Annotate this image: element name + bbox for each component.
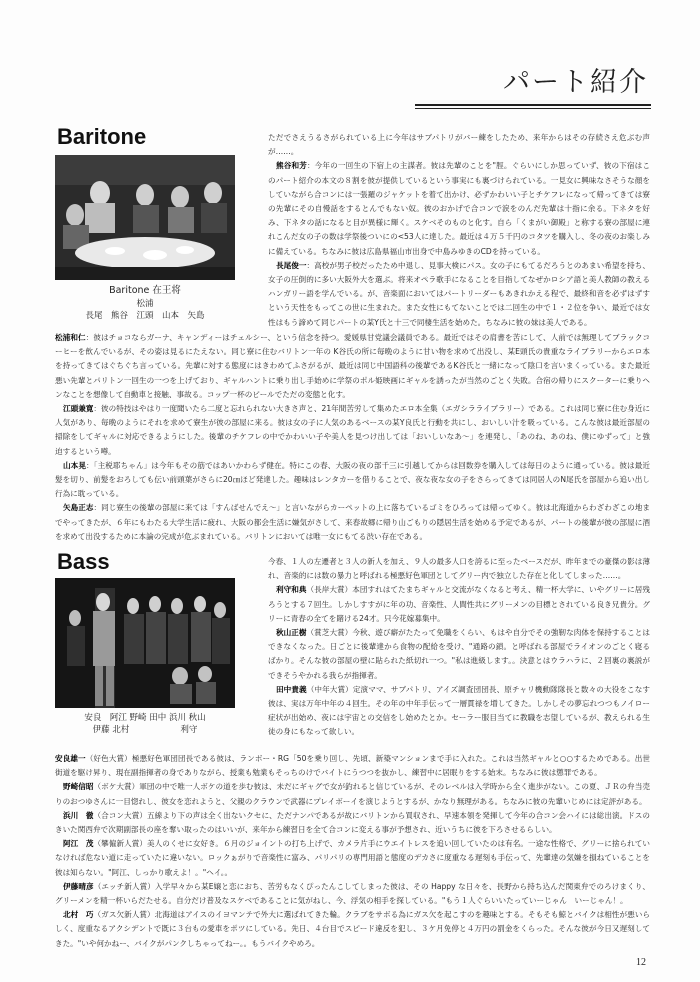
baritone-photo-image: [55, 155, 235, 280]
member-name: 秋山正樹: [276, 628, 307, 638]
member-name: 安良雄一: [55, 754, 86, 763]
bass-caption-row2: 伊藤 北村 利守: [92, 725, 198, 735]
member-text: （攀僱新人賞）美人のくせに女好き。６月のジョイントの打ち上げで、カメラ片手にウエイトレスを追い回していたのは有名。一途な性格で、グリーに捨られていなければ危ない道に走っていたに違いない。ロックぁがりで音楽性に富み、パリパリの専門用語と態度のデカさに度重なる遅刻も手伝って、先輩達の気嫌を損ねていることを彼は知らない。"阿江、しっかり歌えよ！。"ヘイ。。: [55, 839, 650, 877]
member-name: 浜川 徹: [63, 810, 94, 820]
member-name: 北村 巧: [63, 910, 94, 920]
bass-member-3: [55, 752, 650, 780]
bass-text-lower: [55, 752, 650, 957]
member-text: （合コン大賞）五線より下の声は全く出ないクセに、ただナンパであるが故にバリトンから買収され、早速本領を発揮して今年の合コン会ハイには総出演。ドスのきいた関西弁で次期副部長の座を奪い取ったのはいいが、来年から練習日を全て合コンに変える事が予想され、近いうちに彼を下ろさせるらしい。: [55, 810, 650, 835]
title-rule-thin: [415, 108, 651, 109]
member-name: 矢島正志: [63, 503, 94, 513]
member-text: ：今年の一回生の下宿上の主謀者。彼は先輩のことを"脛。ぐらいにしか思っていず、彼の下宿はこのパート紹介の本文の８割を彼が提供しているという事実にも裏づけられている。一見女に興味なさそうな顔をしていながら合コンには一張羅のジャケットを着て出かけ、必ずかわいい子とチケフレになって帰ってきては寮の先輩にその自慢話をするとんでもない奴。彼のおかげで合コンで涙をのんだ先輩は十指に余る。下ネタを好み、下ネタの話になると目が異様に輝く。スケベそのものと化す。自ら「くまがい御殿」と称する寮の部屋に連れこんだ女の子の数は学祭後ついにの<53人に達した。最近は４万５千円のコタツを購入し、冬の夜のお楽しみに備えている。ちなみに彼は広島県福山市出身で中島みゆきのCDを持っている。: [268, 161, 650, 256]
member-name: 伊藤晴彦: [63, 881, 94, 891]
member-name: 山本晃: [63, 460, 87, 470]
bass-member-5: [55, 809, 650, 837]
member-text: （ガス欠新人賞）北海道はアイスのイヨマンテで外大に選ばれてきた輪。クラブをサボる為にガス欠を起こすのを趣味とする。そもそも鯨とバイクは相性が悪いらしく、度重なるアクシデントで既に３台もの愛車をポツにしている。先日、４台目でスピード違反を犯し、３ケ月免停と４万円の罰金をくらった。そんな彼が今日又遅刻してきた。"いや何かねー、バイクがパンクしちゃってねー。。もうバイクやめろ。: [55, 910, 650, 948]
bass-member-4: [55, 780, 650, 808]
member-text: （長岸大賞）本団すれはてたまちギャルと交流がなくなると考え、精一杯大学に、いやグリーに居残ろうとする７回生。しかしすすがに年の功、音楽性、人間性共にグリーメンの目標とされている良き兄貴分。グリーに青春の全てを賭ける24才。只今花嫁募集中。: [268, 585, 650, 623]
bass-photo-image: [55, 578, 235, 708]
baritone-member-0: [268, 159, 650, 258]
bass-intro: 今春、１人の左遷者と３人の新人を加え、９人の最多人口を誇るに至ったベースだが、昨年までの豪傑の影は薄れ、音楽的には数の暴力と呼ばれる極悪好色軍団としてグリー内で独立した存在と化してしまった……。: [268, 557, 650, 581]
member-text: （エッチ新人賞）入学早々から某E嬢と恋におち、苦労もなくぴったんこしてしまった彼は、その Happy な日々を、長野から持ち込んだ関東弁でのろけまくり、グリーメンを精一杯いらだたせる。自分だけ普及なスケベであることに気がねし、今、浮気の相手を探している。"もう１人ぐらいいたっていーじゃん いーじゃん！。: [55, 881, 650, 906]
bass-caption-row1: 安良 阿江 野崎 田中 浜川 秋山: [84, 713, 206, 723]
baritone-intro: ただでさえうるさがられている上に今年はサブパトリがバー練をしたため、来年からはその存続さえ危ぶむ声が……。: [268, 133, 650, 157]
member-name: 江頭兼寛: [63, 404, 94, 414]
member-text: ：高校が男子校だったため中退し、見事大検にパス。女の子にもてるだろうとのあまい希望を持ち、女子の圧倒的に多い大阪外大を選ぶ。将来オペラ歌手になることを目指してなぜかロシア語と美人教師の教えるハンガリー語を学んでいる。が、音楽面においてはパートリーダーもあきれかえる程で、最終和音を必ずはずすという天性をもってこの世に生まれた。また女性にもてないことでは二回生の中で１・２位を争い、最近では女性はもう諦めて同じパートの某Y氏と十三で同棲生活を始めた。ちなみに彼の妹は美人である。: [268, 260, 650, 327]
page-title: パート紹介: [503, 67, 648, 98]
bass-member-7: [55, 880, 650, 908]
member-text: （ボケ大賞）軍団の中で唯一人ボケの道を歩む彼は、未だにギャグで女が釣れると信じているが、そのレベルは入学時から全く進歩がない。この夏、ＪＲの弁当売りのおつゆさんに一目惚れし、彼女を恋れようと、父親のクラウンで武器にプレイボーイを演じようとするが、かなり無理がある。ちなみに彼の先輩いじめには定評がある。: [55, 782, 650, 806]
baritone-caption: [55, 284, 235, 322]
baritone-member-2: [55, 331, 650, 402]
member-text: （賞芝大賞）今秋、遊び癖がたたって免職をくらい、もはや自分でその強靭な肉体を保持することはできなくなった。日ごとに後輩達から食物の配給を受け、"通路の鎖。と呼ばれる部屋でライオンのごとく寝るばかり。そんな彼の部屋の壁に貼られた紙切れ一つ。"私は進級します。。決意とはウラハラに、２回裏の裏説ができそうやかれる我らが指揮者。: [268, 628, 650, 680]
baritone-text-upper: [268, 131, 650, 331]
bass-member-0: [268, 583, 650, 626]
bass-member-2: [268, 683, 650, 740]
bass-heading: Bass: [57, 549, 110, 574]
page-number: 12: [636, 957, 646, 968]
bass-text-upper: [268, 555, 650, 751]
member-name: 野崎信昭: [63, 782, 94, 792]
baritone-member-3: [55, 402, 650, 459]
member-name: 阿江 茂: [63, 839, 94, 849]
member-name: 松浦和仁: [55, 333, 86, 342]
bass-member-1: [268, 626, 650, 683]
baritone-caption-title: Baritone 在王将: [109, 285, 181, 296]
bass-member-6: [55, 837, 650, 880]
baritone-member-5: [55, 501, 650, 544]
member-name: 熊谷和芳: [276, 161, 307, 171]
member-text: ：同じ寮生の後輩の部屋に来ては「すんばせんでえ〜」と言いながらカーペットの上に落ちているゴミをひろっては帰ってゆく。彼は北海道からわざわざこの地までやってきたが、６年にもわたる大学生活に疲れ、大阪の都会生活に嫌気がさして、来春故郷に帰り山ごもりの隠居生活を始める予定であるが、パートの後輩が彼の部屋に酒を求めて出没するために本論の完成が危ぶまれている。バリトンにおいては唯一女にもてる渋い存在である。: [55, 503, 650, 541]
member-text: （中年大賞）定演ママ、サブパトリ、アイズ調査団団長、原チャリ機動隊隊長と数々の大役をこなす彼は、実は万年中年の４回生。その年の中年手伝って一層貫禄を増してきた。しかしその夢忘れつつもノイロー症状が出始め、夜には宇宙との交信をし始めたとか。セーラー服目当てに教職を志望しているが、教えられる生徒の身にもなって欲しい。: [268, 684, 650, 737]
baritone-member-4: [55, 459, 650, 502]
member-name: 田中貴義: [276, 684, 307, 694]
member-text: ：「主税耶ちゃん」は今年もその筋ではあいかわらず健在。特にこの春、大阪の夜の部千三に引越してからは回数券を購入しては毎日のように通っている。彼は最近髪を切り、前髪をおろしても伝い前頭葉がさらに20㎝ほど発達した。趣味はレンタカーを借りることで、夜な夜な女の子をさらってきては同居人のN尾氏を部屋から追い出し行為に耽っている。: [55, 460, 650, 499]
title-rule: [415, 104, 651, 106]
baritone-photo: [55, 155, 235, 280]
member-text: （好色大賞）極悪好色軍団団長である彼は、ランボー・RG「50を乗り回し、先頃、新築マンションまで手に入れた。これは当然ギャルと○○するためである。出世街道を駆け昇り、現在副指揮者の身でありながら、授業も勉業もそっちのけでバイトにうつつを抜かし、練習中に居眠りをする始末。ちなみに彼は懲罪である。: [55, 754, 650, 778]
bass-photo: [55, 578, 235, 708]
bass-caption: [55, 712, 235, 736]
member-name: 利守和典: [276, 585, 307, 595]
member-name: 長尾俊一: [276, 260, 307, 270]
baritone-text-lower: [55, 331, 650, 551]
baritone-heading: Baritone: [57, 124, 147, 149]
baritone-caption-row2: 長尾 熊谷 江頭 山本 矢島: [85, 311, 205, 321]
baritone-member-1: [268, 259, 650, 330]
member-text: ：彼はチョコならガーナ、キャンディーはチェルシー、という信念を持つ。愛媛県甘党議会議員である。最近ではその肩書を苦にして、人前では無理してブラックコーヒーを飲んでいるが、その姿は見るにたえない。同じ寮に住むバリトン一年の K谷氏の所に毎晩のように甘い物を求めて出没し、某E頭氏の貴重なライブラリーからエロ本を持ってきてはぐちぐち言っている。先輩に対する態度にはきわめてふさがるが、最近は同じ中国語科の後輩であるK谷氏と一緒になって陰口を言いまくっている。また最近悪い先輩とパリトン一回生の一つを上げており、ギャルハントに乗り出し手始めに学祭のポル姫映画にギャルを誘ったが当然のごとく失敗。合宿の帰りにスクーターに乗りヘンなことを想像して自動車と接触、事故る。コップ一杯のビールでただの変態と化す。: [55, 333, 650, 399]
member-text: ：彼の特技はやはり一度聞いたら二度と忘れられない大きさ声と、21年間苦労して集めたエロ本全集（エガシラライブラリー）である。これは同じ寮に住む身近に人気があり、毎晩のようにそれを求めて寮生が彼の部屋に来る。彼は女の子に人気のあるベースの某Y良氏と行動を共にし、おいしい汁を吸っている。こんな彼は最近部屋の掃除をしてギャルに対応できるようにした。後輩のチケフレの中でかわいい子や美人を見つけ出しては「おいしいなあ〜」を連発し、「あのね、あのね、僕にゆずって」と強迫するという噂。: [55, 404, 650, 456]
bass-member-8: [55, 908, 650, 951]
baritone-caption-row1: 松浦: [136, 299, 154, 309]
